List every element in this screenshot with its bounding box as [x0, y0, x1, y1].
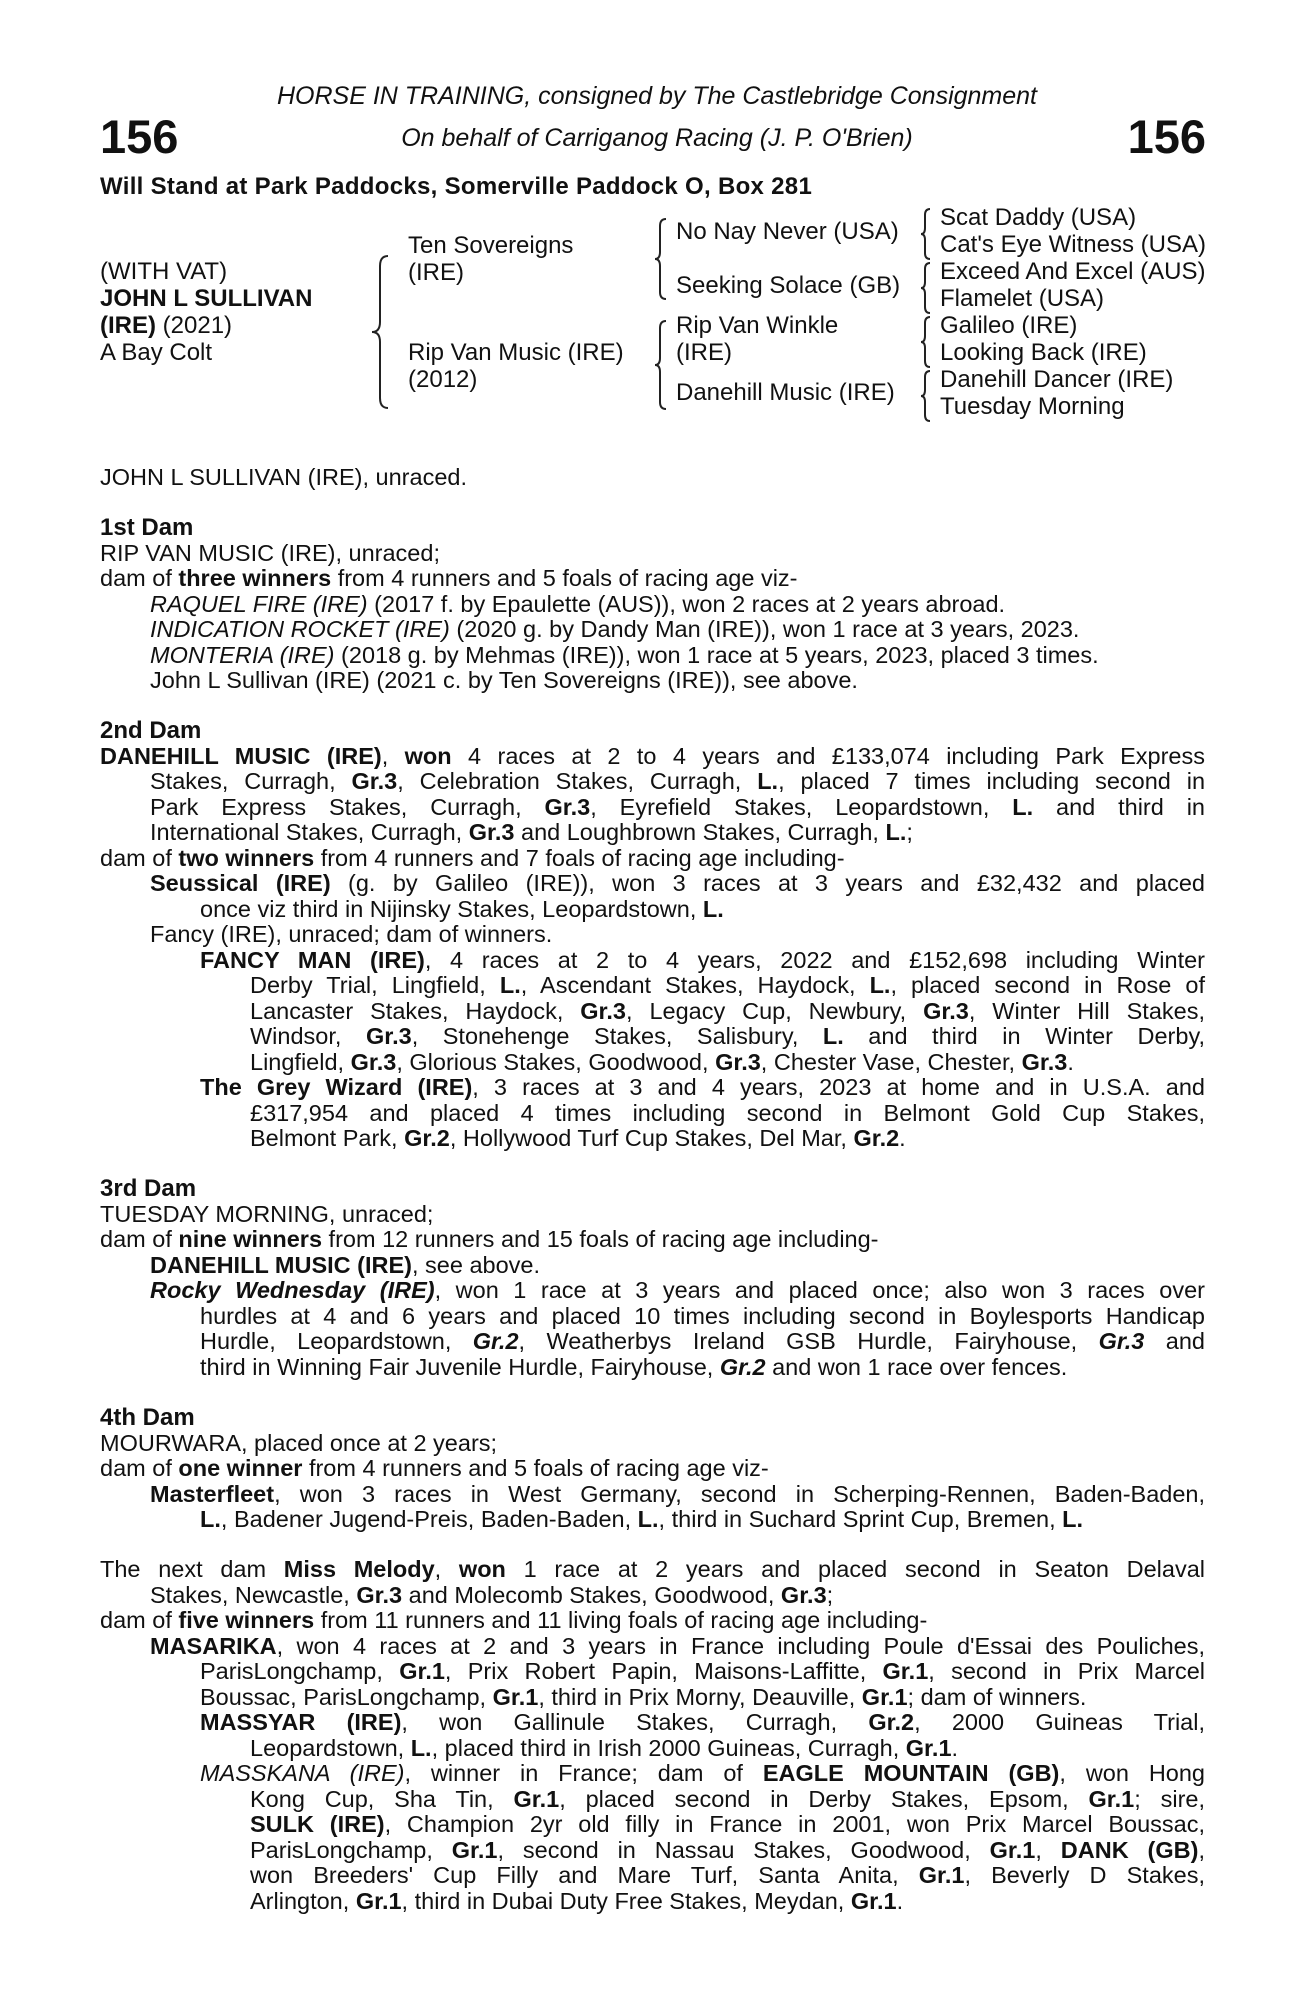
- text-line: [100, 1227, 1205, 1253]
- text: , Badener Jugend-Preis, Baden-Baden,: [220, 1506, 638, 1532]
- sire-origin: (IRE): [408, 259, 464, 286]
- text: , Hollywood Turf Cup Stakes, Del Mar,: [449, 1125, 854, 1151]
- text: , won 1 race at 3 years and placed once; also won 3 races over: [434, 1277, 1205, 1303]
- text-line: [200, 948, 1205, 974]
- text: , Chester Vase, Chester,: [760, 1048, 1022, 1075]
- winners-count: one winner: [178, 1455, 303, 1481]
- pedigree-brace-main: [368, 252, 392, 412]
- text-line: [150, 1659, 1205, 1685]
- produce-name: FANCY MAN (IRE): [200, 946, 425, 973]
- text-line: [100, 1456, 1205, 1482]
- ggs-4: Flamelet (USA): [940, 285, 1105, 312]
- brace-dd: [918, 368, 934, 424]
- text: .: [896, 1887, 904, 1914]
- text: and Loughbrown Stakes, Curragh,: [514, 819, 886, 845]
- text-line: [150, 1507, 1205, 1533]
- text: ParisLongchamp,: [200, 1658, 400, 1684]
- text-line: [200, 999, 1205, 1025]
- horse-origin: (IRE): [100, 312, 156, 339]
- horse-origin-year: [100, 312, 232, 339]
- text: and third in Winter Derby,: [843, 1023, 1205, 1049]
- produce-name: SULK (IRE): [250, 1811, 385, 1837]
- text: from 12 runners and 15 foals of racing age including-: [322, 1226, 879, 1252]
- text: , Celebration Stakes, Curragh,: [397, 768, 758, 794]
- produce-name: MASSKANA (IRE): [200, 1760, 405, 1786]
- grade: Gr.1: [989, 1836, 1036, 1863]
- text: , placed second in Rose of: [890, 972, 1206, 998]
- text: Windsor,: [250, 1023, 366, 1049]
- text-line: [200, 1812, 1205, 1838]
- text: from 4 runners and 5 foals of racing age viz-: [331, 565, 798, 591]
- grade: Gr.1: [513, 1785, 560, 1812]
- text: , won 4 races at 2 and 3 years in France including Poule d'Essai des Pouliches,: [276, 1632, 1205, 1659]
- grade: Gr.3: [544, 793, 591, 820]
- ggs-8: Tuesday Morning: [940, 393, 1125, 420]
- brace-sd: [918, 260, 934, 316]
- text: , Glorious Stakes, Goodwood,: [396, 1048, 716, 1075]
- text: , placed third in Irish 2000 Guineas, Curragh,: [431, 1734, 906, 1761]
- text: dam of: [100, 1455, 179, 1481]
- winners-count: two winners: [178, 844, 315, 871]
- grade: Gr.1: [1088, 1785, 1135, 1812]
- text: , Winter Hill Stakes,: [968, 997, 1205, 1024]
- ggs-7: Danehill Dancer (IRE): [940, 366, 1174, 393]
- fourth-dam-section: [100, 1405, 1205, 1533]
- grade: L.: [1012, 793, 1034, 820]
- text-line: [150, 1634, 1205, 1660]
- text: Derby Trial, Lingfield,: [250, 972, 500, 998]
- next-dam-section: [100, 1557, 1205, 1914]
- winners-count: five winners: [178, 1607, 315, 1633]
- first-dam-name: RIP VAN MUSIC (IRE), unraced;: [100, 539, 440, 566]
- text: Kong Cup, Sha Tin,: [250, 1785, 514, 1812]
- grade: Gr.2: [404, 1125, 450, 1151]
- text: , third in Suchard Sprint Cup, Bremen,: [658, 1506, 1063, 1532]
- grade: Gr.1: [905, 1734, 952, 1761]
- ggs-3: Exceed And Excel (AUS): [940, 258, 1206, 285]
- text: won: [404, 742, 452, 769]
- text: Arlington,: [250, 1887, 356, 1914]
- text-line: [100, 846, 1205, 872]
- lot-number-right: 156: [1127, 110, 1206, 163]
- text-line: [100, 744, 1205, 770]
- brace-ss: [918, 206, 934, 262]
- sire-sire: No Nay Never (USA): [676, 218, 899, 245]
- produce-name: Seussical (IRE): [150, 870, 331, 896]
- grade: Gr.2: [853, 1125, 900, 1151]
- text-line: TUESDAY MORNING, unraced;: [100, 1200, 434, 1227]
- winners-count: nine winners: [178, 1226, 323, 1252]
- text-line: [200, 1863, 1205, 1889]
- winners-count: three winners: [178, 565, 332, 591]
- produce-name: RAQUEL FIRE (IRE): [150, 590, 368, 617]
- text: , Stonehenge Stakes, Salisbury,: [411, 1023, 823, 1049]
- text: ; sire,: [1134, 1785, 1205, 1812]
- text: Leopardstown,: [250, 1734, 411, 1761]
- grade: Gr.1: [918, 1862, 965, 1888]
- text: 1 race at 2 years and placed second in Seaton Delaval: [505, 1556, 1206, 1582]
- produce-entry: John L Sullivan (IRE) (2021 c. by Ten Sovereigns (IRE)), see above.: [150, 667, 858, 693]
- text-line: [200, 1838, 1205, 1864]
- text-line: [200, 1761, 1205, 1787]
- dam-name: Miss Melody: [283, 1556, 435, 1582]
- grade: Gr.3: [780, 1581, 827, 1608]
- first-dam-section: [100, 515, 1205, 694]
- text: , Prix Robert Papin, Maisons-Laffitte,: [444, 1658, 883, 1684]
- produce-detail: (2020 g. by Dandy Man (IRE)), won 1 race at 3 years, 2023.: [449, 616, 1080, 642]
- text-line: [100, 1608, 1205, 1634]
- text: , 2000 Guineas Trial,: [914, 1709, 1205, 1735]
- text: ;: [826, 1581, 834, 1608]
- text-line: [150, 897, 1205, 923]
- dam-dam: Danehill Music (IRE): [676, 379, 895, 406]
- text: , Eyrefield Stakes, Leopardstown,: [590, 793, 1013, 820]
- sire-dam: Seeking Solace (GB): [676, 272, 901, 299]
- first-dam-heading: 1st Dam: [100, 514, 194, 541]
- text: , second in Prix Marcel: [928, 1658, 1206, 1684]
- produce-name: INDICATION ROCKET (IRE): [150, 616, 450, 642]
- grade: Gr.1: [399, 1658, 445, 1684]
- grade: L.: [410, 1734, 432, 1761]
- grade: Gr.3: [468, 819, 515, 845]
- text: ; dam of winners.: [907, 1683, 1087, 1710]
- grade: Gr.3: [580, 997, 626, 1024]
- text-line: [150, 820, 1205, 846]
- grade: L.: [200, 1506, 221, 1532]
- grade: Gr.1: [882, 1658, 929, 1684]
- text: from 4 runners and 5 foals of racing age viz-: [302, 1455, 769, 1481]
- produce-entry: [100, 643, 1205, 669]
- text: won: [458, 1556, 506, 1582]
- grade: L.: [499, 972, 521, 998]
- text-line: [150, 1583, 1205, 1609]
- produce-name: Rocky Wednesday (IRE): [150, 1277, 435, 1303]
- grade: L.: [702, 895, 724, 922]
- produce-entry: [100, 592, 1205, 618]
- text: .: [1067, 1048, 1074, 1075]
- produce-name: Masterfleet: [150, 1480, 275, 1507]
- text: third in Winning Fair Juvenile Hurdle, Fairyhouse,: [200, 1353, 720, 1380]
- text: ParisLongchamp,: [250, 1836, 452, 1863]
- text: Park Express Stakes, Curragh,: [150, 793, 545, 820]
- produce-name: MONTERIA (IRE): [150, 641, 335, 668]
- text: , won Hong: [1059, 1760, 1206, 1786]
- venue-line: Will Stand at Park Paddocks, Somerville Paddock O, Box 281: [100, 173, 813, 200]
- consignment-line: HORSE IN TRAINING, consigned by The Castlebridge Consignment: [276, 82, 1038, 110]
- text-line: [150, 1278, 1205, 1304]
- horse-year: (2021): [156, 312, 233, 339]
- dam-name: DANEHILL MUSIC (IRE): [100, 742, 382, 769]
- grade: Gr.3: [923, 997, 969, 1024]
- text: , 3 races at 3 and 4 years, 2023 at home and in U.S.A. and: [472, 1074, 1206, 1100]
- grade: Gr.1: [355, 1887, 402, 1914]
- horse-description: A Bay Colt: [100, 339, 213, 366]
- text: dam of: [100, 1226, 179, 1252]
- ggs-5: Galileo (IRE): [940, 312, 1078, 339]
- grade: Gr.1: [492, 1683, 539, 1710]
- grade: L.: [637, 1506, 659, 1532]
- text: (g. by Galileo (IRE)), won 3 races at 3 years and £32,432 and placed: [330, 870, 1206, 896]
- text: International Stakes, Curragh,: [150, 819, 469, 845]
- produce-name: MASARIKA: [150, 1632, 277, 1659]
- text: , Ascendant Stakes, Haydock,: [520, 972, 870, 998]
- grade: L.: [822, 1023, 844, 1049]
- text-line: [200, 1710, 1205, 1736]
- text-line: [200, 1787, 1205, 1813]
- second-dam-section: [100, 718, 1205, 1152]
- sire: Ten Sovereigns: [408, 232, 574, 259]
- text: , Weatherbys Ireland GSB Hurdle, Fairyhouse,: [518, 1328, 1099, 1354]
- produce-name: DANEHILL MUSIC (IRE): [150, 1251, 412, 1278]
- text: ,: [381, 742, 405, 769]
- grade: Gr.2: [472, 1328, 519, 1354]
- text-line: [150, 871, 1205, 897]
- text: , Legacy Cup, Newbury,: [626, 997, 924, 1024]
- text-line: Fancy (IRE), unraced; dam of winners.: [150, 921, 553, 947]
- text: 4 races at 2 to 4 years and £133,074 including Park Express: [451, 742, 1205, 769]
- text: , Champion 2yr old filly in France in 2001, won Prix Marcel Boussac,: [384, 1811, 1205, 1837]
- text: and Molecomb Stakes, Goodwood,: [402, 1581, 781, 1608]
- lot-number-left: 156: [100, 110, 179, 163]
- text-line: [200, 1050, 1205, 1076]
- text-line: [150, 1355, 1205, 1381]
- fourth-dam-heading: 4th Dam: [100, 1404, 195, 1431]
- text: dam of: [100, 1607, 179, 1633]
- text-line: [200, 1075, 1205, 1101]
- text: ;: [906, 819, 913, 845]
- text: , third in Prix Morny, Deauville,: [538, 1683, 862, 1710]
- text-line: [200, 1126, 1205, 1152]
- grade: Gr.3: [350, 1048, 397, 1075]
- grade: Gr.3: [1098, 1328, 1145, 1354]
- text: , third in Dubai Duty Free Stakes, Meydan,: [401, 1887, 851, 1914]
- grade: Gr.3: [715, 1048, 761, 1075]
- text-line: [150, 795, 1205, 821]
- text: Lingfield,: [250, 1048, 351, 1075]
- text: Stakes, Curragh,: [150, 768, 352, 794]
- ggs-1: Scat Daddy (USA): [940, 204, 1137, 231]
- text: and: [1144, 1328, 1205, 1354]
- dam-year: (2012): [408, 366, 478, 393]
- text: Hurdle, Leopardstown,: [200, 1328, 473, 1354]
- race-record-intro: JOHN L SULLIVAN (IRE), unraced.: [100, 464, 467, 490]
- text-line: hurdles at 4 and 6 years and placed 10 times including second in Boylesports Handicap: [200, 1302, 1205, 1329]
- text: from 4 runners and 7 foals of racing age including-: [314, 844, 845, 871]
- text: , Beverly D Stakes,: [964, 1862, 1205, 1888]
- text-line: [150, 1685, 1205, 1711]
- grade: Gr.3: [356, 1581, 403, 1608]
- text: ,: [434, 1556, 459, 1582]
- text: Belmont Park,: [250, 1125, 405, 1151]
- text-line: [200, 1889, 1205, 1915]
- text: from 11 runners and 11 living foals of racing age including-: [314, 1607, 928, 1633]
- produce-detail: (2017 f. by Epaulette (AUS)), won 2 races at 2 years abroad.: [367, 590, 1006, 617]
- text: , see above.: [411, 1251, 541, 1278]
- text: Lancaster Stakes, Haydock,: [250, 997, 581, 1024]
- grade: Gr.1: [861, 1683, 908, 1710]
- text: , won Gallinule Stakes, Curragh,: [401, 1709, 869, 1735]
- text-line: £317,954 and placed 4 times including second in Belmont Gold Cup Stakes,: [250, 1099, 1205, 1126]
- text-line: [150, 1253, 1205, 1279]
- grade: L.: [1062, 1506, 1084, 1532]
- text-line: [200, 973, 1205, 999]
- produce-entry: [100, 617, 1205, 643]
- text: Boussac, ParisLongchamp,: [200, 1683, 493, 1710]
- text: , placed 7 times including second in: [778, 768, 1206, 794]
- horse-name: JOHN L SULLIVAN: [100, 285, 313, 312]
- consignor-line: On behalf of Carriganog Racing (J. P. O'Brien): [401, 124, 913, 152]
- grade: L.: [757, 768, 779, 794]
- grade: Gr.1: [451, 1836, 498, 1863]
- text-line: [150, 1482, 1205, 1508]
- text: The next dam: [100, 1556, 284, 1582]
- dam-brace: [652, 318, 670, 412]
- brace-ds: [918, 314, 934, 370]
- vat-label: (WITH VAT): [100, 258, 228, 285]
- text: , second in Nassau Stakes, Goodwood,: [497, 1836, 990, 1863]
- text-line: [150, 769, 1205, 795]
- text: , winner in France; dam of: [404, 1760, 763, 1786]
- grade: Gr.3: [365, 1023, 412, 1049]
- produce-name: The Grey Wizard (IRE): [200, 1074, 473, 1100]
- text: ,: [1198, 1836, 1205, 1863]
- text: Stakes, Newcastle,: [150, 1581, 357, 1608]
- first-dam-produce-summary: [100, 566, 1205, 592]
- text-line: [100, 1557, 1205, 1583]
- third-dam-section: [100, 1176, 1205, 1380]
- grade: Gr.1: [850, 1887, 897, 1914]
- text-line: MOURWARA, placed once at 2 years;: [100, 1429, 498, 1456]
- text: and third in: [1033, 793, 1205, 820]
- text: .: [899, 1125, 906, 1151]
- grade: L.: [885, 819, 907, 845]
- grade: Gr.3: [1021, 1048, 1068, 1075]
- grade: Gr.2: [719, 1353, 766, 1380]
- produce-detail: (2018 g. by Mehmas (IRE)), won 1 race at 5 years, 2023, placed 3 times.: [334, 641, 1099, 668]
- dam: Rip Van Music (IRE): [408, 339, 624, 366]
- sire-brace: [652, 216, 670, 302]
- produce-name: EAGLE MOUNTAIN (GB): [762, 1760, 1060, 1786]
- dam-sire-origin: (IRE): [676, 339, 732, 366]
- grade: L.: [869, 972, 891, 998]
- dam-sire: Rip Van Winkle: [676, 312, 839, 339]
- text-line: [150, 1329, 1205, 1355]
- text: , won 3 races in West Germany, second in Scherping-Rennen, Baden-Baden,: [274, 1480, 1205, 1507]
- produce-name: MASSYAR (IRE): [200, 1709, 402, 1735]
- text: .: [951, 1734, 959, 1761]
- grade: Gr.3: [351, 768, 398, 794]
- ggs-6: Looking Back (IRE): [940, 339, 1147, 366]
- produce-name: DANK (GB): [1060, 1836, 1199, 1863]
- ggs-2: Cat's Eye Witness (USA): [940, 231, 1206, 258]
- text-line: [200, 1024, 1205, 1050]
- text-line: [200, 1736, 1205, 1762]
- text: dam of: [100, 565, 179, 591]
- text: , placed second in Derby Stakes, Epsom,: [559, 1785, 1089, 1812]
- text: dam of: [100, 844, 179, 871]
- grade: Gr.2: [868, 1709, 915, 1735]
- text: won Breeders' Cup Filly and Mare Turf, Santa Anita,: [250, 1862, 919, 1888]
- text: and won 1 race over fences.: [765, 1353, 1068, 1380]
- text: ,: [1035, 1836, 1061, 1863]
- text: , 4 races at 2 to 4 years, 2022 and £152,698 including Winter: [424, 946, 1206, 973]
- second-dam-heading: 2nd Dam: [100, 717, 202, 744]
- text: once viz third in Nijinsky Stakes, Leopardstown,: [200, 895, 703, 922]
- third-dam-heading: 3rd Dam: [100, 1175, 197, 1202]
